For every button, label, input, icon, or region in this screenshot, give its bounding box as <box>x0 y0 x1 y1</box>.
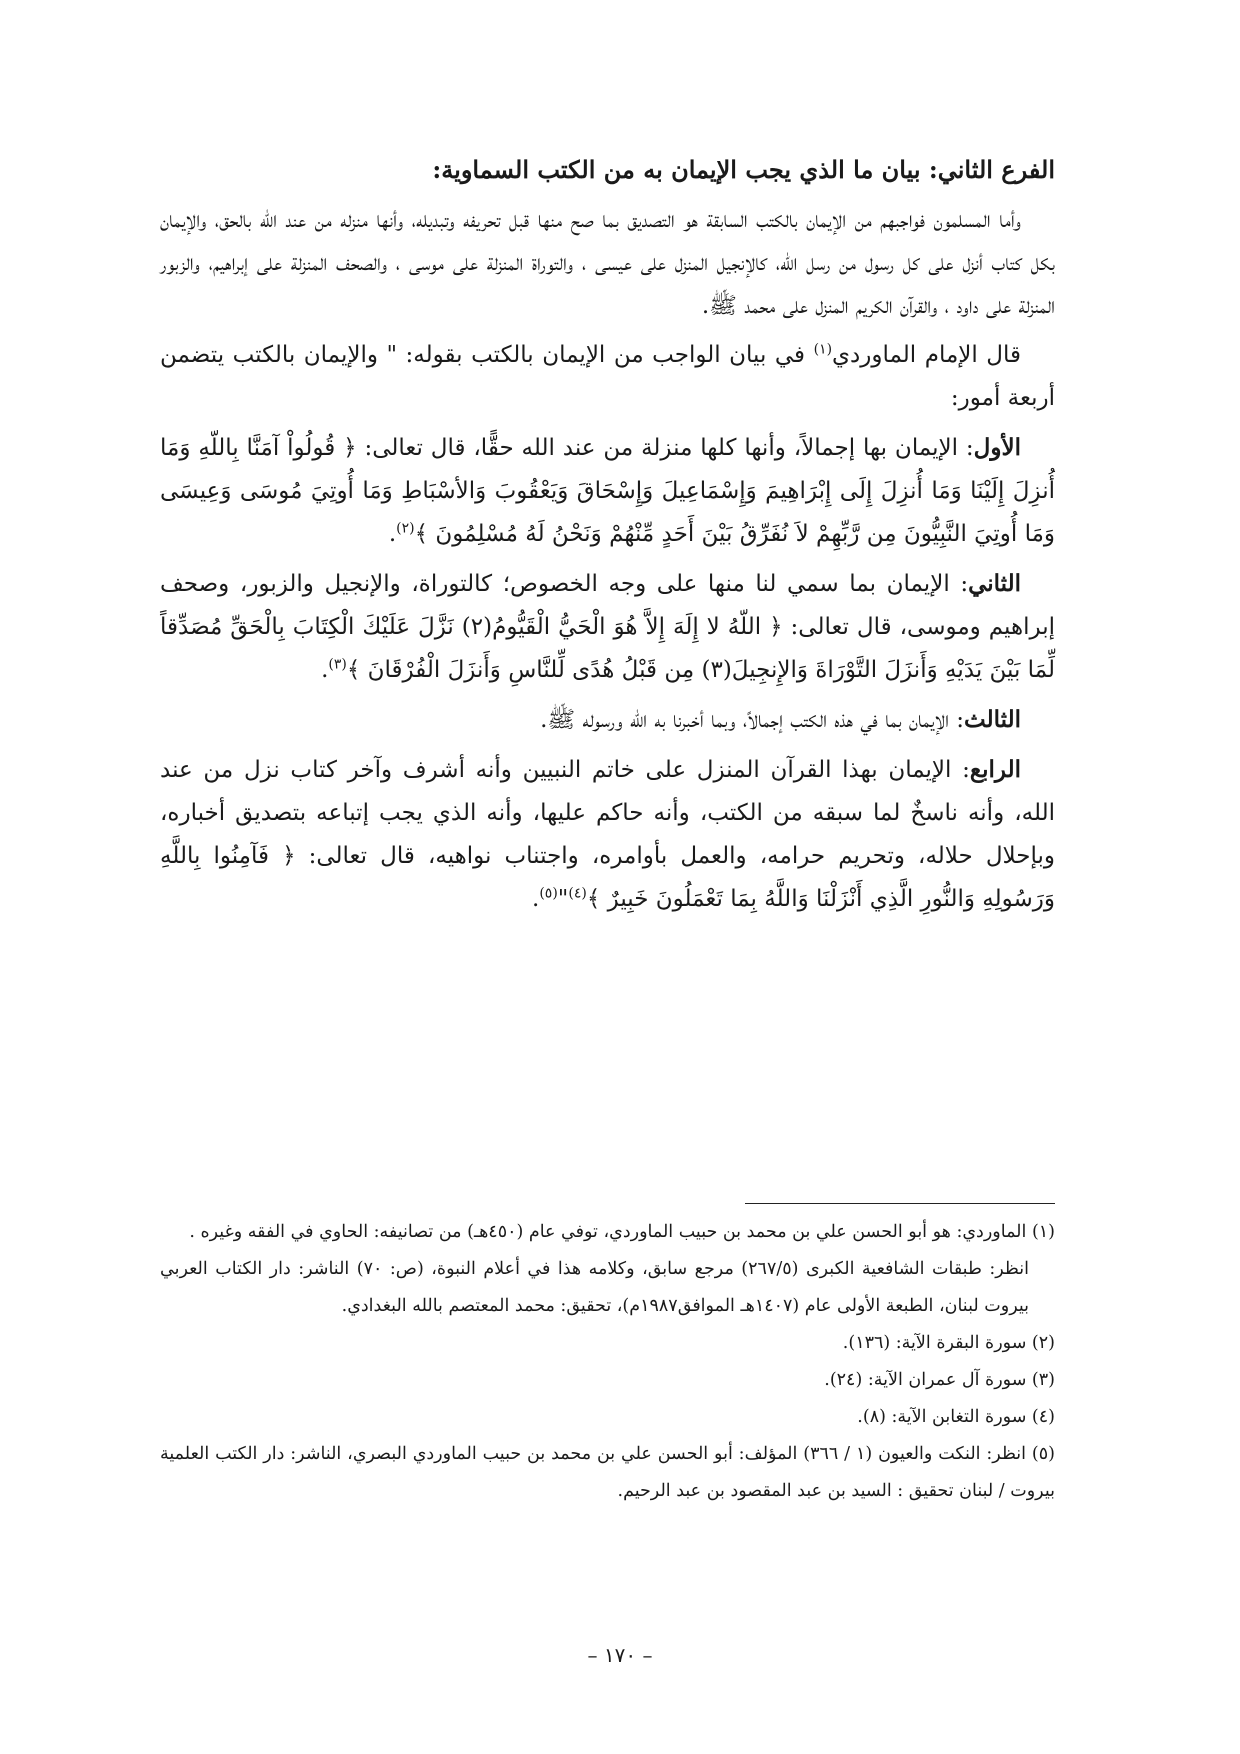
point-third: الثالث: الإيمان بما في هذه الكتب إجمالاً، وبما أخبرنا به الله ورسوله ﷺ. <box>540 706 1021 733</box>
heading-text: : بيان ما الذي يجب الإيمان به من الكتب السماوية: <box>432 155 938 184</box>
footnote-1: (١) الماوردي: هو أبو الحسن علي بن محمد بن حبيب الماوردي، توفي عام (٤٥٠هـ) من تصانيفه: الحاوي في الفقه وغيره . <box>189 1222 1055 1242</box>
footnote-ref-4[interactable]: (٤) <box>568 885 587 902</box>
section-heading <box>160 148 1055 191</box>
point-first: الأول: الإيمان بها إجمالاً، وأنها كلها منزلة من عند الله حقًّا، قال تعالى: ﴿ قُولُواْ آمَنَّا بِاللّهِ وَمَا أُنزِلَ إِلَيْنَا وَمَا أُنزِلَ إِلَى إِبْرَاهِيمَ وَإِسْمَاعِيلَ وَإِسْحَاقَ وَيَعْقُوبَ وَالأسْبَاطِ وَمَا أُوتِيَ مُوسَى وَعِيسَى وَمَا أُوتِيَ النَّبِيُّونَ مِن رَّبِّهِمْ لاَ نُفَرِّقُ بَيْنَ أَحَدٍ مِّنْهُمْ وَنَحْنُ لَهُ مُسْلِمُونَ ﴾$^{(٢)}$. <box>160 434 1055 547</box>
footnote-5: (٥) انظر: النكت والعيون (١ / ٣٦٦) المؤلف: أبو الحسن علي بن محمد بن حبيب الماوردي البصري، الناشر: دار الكتب العلمية بيروت / لبنان تحقيق : السيد بن عبد المقصود بن عبد الرحيم. <box>160 1444 1055 1501</box>
main-text <box>160 148 1055 927</box>
point-second-label: الثاني <box>968 570 1021 597</box>
footnote-separator <box>745 1203 1055 1204</box>
paragraph-books-belief: وأما المسلمون فواجبهم من الإيمان بالكتب السابقة هو التصديق بما صح منها قبل تحريفه وتبديله، وأنها منزله من عند الله بالحق، والإيمان بكل كتاب أنزل على كل رسول من رسل الله، كالإنجيل المنزل على عيسى ، والتوراة المنزلة على موسى ، والصحف المنزلة على إبراهيم، والزبور المنزلة على داود ، والقرآن الكريم المنزل على محمد ﷺ. <box>160 207 1055 319</box>
footnote-ref-5[interactable]: (٥) <box>539 885 558 902</box>
page-number: – ١٧٠ – <box>587 1643 653 1667</box>
footnotes <box>160 1214 1055 1510</box>
footnote-1-continuation: انظر: طبقات الشافعية الكبرى (٢٦٧/٥) مرجع سابق، وكلامه هذا في أعلام النبوة، (ص: ٧٠) الناشر: دار الكتاب العربي بيروت لبنان، الطبعة الأولى عام (١٤٠٧هـ الموافق١٩٨٧م)، تحقيق: محمد المعتصم بالله البغدادي. <box>160 1259 1030 1316</box>
footnote-4: (٤) سورة التغابن الآية: (٨). <box>857 1407 1055 1427</box>
point-second: الثاني: الإيمان بما سمي لنا منها على وجه الخصوص؛ كالتوراة، والإنجيل والزبور، وصحف إبراهيم وموسى، قال تعالى: ﴿ اللّهُ لا إِلَهَ إِلاَّ هُوَ الْحَيُّ الْقَيُّومُ(٢) نَزَّلَ عَلَيْكَ الْكِتَابَ بِالْحَقِّ مُصَدِّقاً لِّمَا بَيْنَ يَدَيْهِ وَأَنزَلَ التَّوْرَاةَ وَالإِنجِيلَ(٣) مِن قَبْلُ هُدًى لِّلنَّاسِ وَأَنزَلَ الْفُرْقَانَ ﴾$^{(٣)}$. <box>160 570 1055 683</box>
point-first-label: الأول <box>973 434 1021 461</box>
heading-label: الفرع الثاني <box>937 155 1055 184</box>
point-fourth-label: الرابع <box>969 756 1021 783</box>
point-third-label: الثالث <box>964 706 1021 733</box>
footnote-ref-3[interactable]: (٣) <box>328 656 347 673</box>
footnote-3: (٣) سورة آل عمران الآية: (٢٤). <box>824 1370 1055 1390</box>
footnote-ref-1[interactable]: (١) <box>813 341 833 358</box>
footnote-2: (٢) سورة البقرة الآية: (١٣٦). <box>842 1333 1055 1353</box>
paragraph-mawardi-quote: قال الإمام الماوردي$^{(١)}$ في بيان الواجب من الإيمان بالكتب بقوله: " والإيمان بالكتب يتضمن أربعة أمور: <box>160 341 1055 411</box>
point-fourth: الرابع: الإيمان بهذا القرآن المنزل على خاتم النبيين وأنه أشرف وآخر كتاب نزل من عند الله، وأنه ناسخٌ لما سبقه من الكتب، وأنه حاكم عليها، وأنه الذي يجب إتباعه بتصديق أخباره، وبإحلال حلاله، وتحريم حرامه، والعمل بأوامره، واجتناب نواهيه، قال تعالى: ﴿ فَآمِنُوا بِاللَّهِ وَرَسُولِهِ وَالنُّورِ الَّذِي أَنْزَلْنَا وَاللَّهُ بِمَا تَعْمَلُونَ خَبِيرٌ ﴾$^{(٤)}$"$^{(٥)}$. <box>160 756 1055 912</box>
footnote-ref-2[interactable]: (٢) <box>396 520 415 537</box>
